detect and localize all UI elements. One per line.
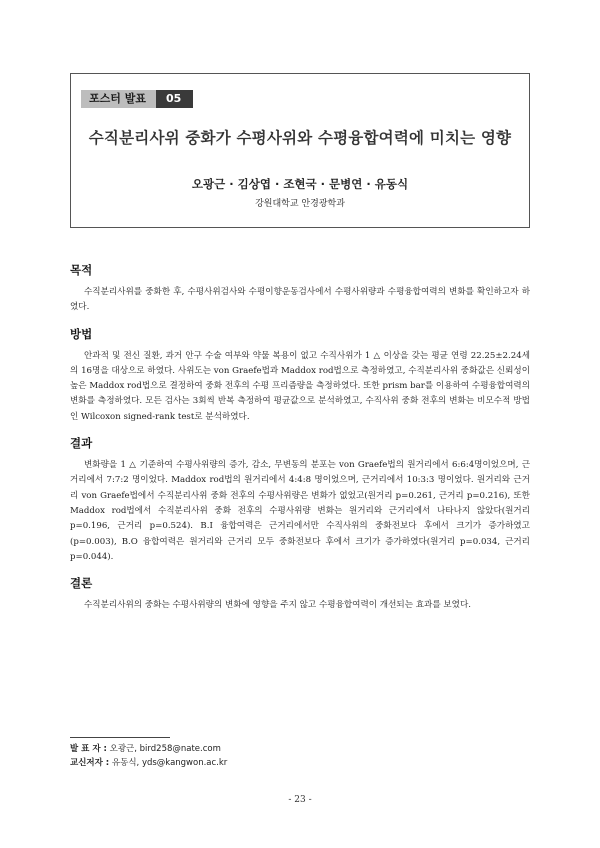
section-purpose <box>70 262 530 316</box>
corresponding-contact: 유동식, yds@kangwon.ac.kr <box>111 758 228 768</box>
section-paragraph: 변화량을 1 △ 기준하여 수평사위량의 증가, 감소, 무변동의 분포는 von Graefe법의 원거리에서 6:6:4명이었으며, 근거리에서 7:7:2 명이었다. Maddox rod법의 원거리에서 4:4:8 명이었으며, 근거리에서 10:3:3 명이었다. 원거리와 근거리 von Graefe법에서 수직분리사위 중화 전후의 수평사위량은 변화가 없었고(원거리 p=0.261, 근거리 p=0.216), 또한 Maddox rod법에서 수직분리사위 중화 전후의 수평사위량 변화는 원거리와 근거리에서 나타나지 않았다(원거리 p=0.196, 근거리 p=0.524). B.I 융합여력은 근거리에서만 수직사위의 중화전보다 후에서 크기가 증가하였고(p=0.003), B.O 융합여력은 원거리와 근거리 모두 중화전보다 후에서 크기가 증가하였다(원거리 p=0.034, 근거리 p=0.044). <box>70 460 530 562</box>
section-results <box>70 435 530 565</box>
poster-tag <box>81 90 193 108</box>
contact-info <box>70 742 227 770</box>
section-paragraph: 안과적 및 전신 질환, 과거 안구 수술 여부와 약물 복용이 없고 수직사위가 1 △ 이상을 갖는 평균 연령 22.25±2.24세의 16명을 대상으로 하였다. 사위도는 von Graefe법과 Maddox rod법으로 측정하였고, 수직분리사위 중화값은 신뢰성이 높은 Maddox rod법으로 결정하여 중화 전후의 수평 프리즘량을 측정하였다. 또한 prism bar를 이용하여 수평융합여력의 변화를 측정하였다. 모든 검사는 3회씩 반복 측정하여 평균값으로 분석하였고, 수직사위 중화 전후의 변화는 비모수적 방법인 Wilcoxon signed-rank test로 분석하였다. <box>70 350 530 422</box>
section-heading: 방법 <box>70 326 93 341</box>
paper-title: 수직분리사위 중화가 수평사위와 수평융합여력에 미치는 영향 <box>88 129 512 147</box>
author-list: 오광근 · 김상엽 · 조현국 · 문병연 · 유동식 <box>191 177 409 191</box>
section-heading: 결과 <box>70 436 93 451</box>
presenter-label: 발 표 자 : <box>70 744 107 754</box>
poster-tag-label: 포스터 발표 <box>81 90 156 108</box>
poster-tag-number: 05 <box>156 90 193 108</box>
section-conclusion <box>70 575 530 613</box>
corresponding-line <box>70 756 227 770</box>
corresponding-label: 교신저자 : <box>70 758 110 768</box>
section-heading: 목적 <box>70 263 93 277</box>
section-methods <box>70 326 530 425</box>
abstract-body <box>70 262 530 623</box>
section-heading: 결론 <box>70 576 93 591</box>
section-paragraph: 수직분리사위를 중화한 후, 수평사위검사와 수평이향운동검사에서 수평사위량과 수평융합여력의 변화를 확인하고자 하였다. <box>70 287 530 313</box>
header-box <box>70 73 530 228</box>
footnote-rule <box>70 737 170 738</box>
affiliation: 강원대학교 안경광학과 <box>255 199 345 209</box>
page-number: - 23 - <box>288 795 312 805</box>
section-paragraph: 수직분리사위의 중화는 수평사위량의 변화에 영향을 주지 않고 수평융합여력이 개선되는 효과를 보였다. <box>84 600 472 611</box>
presenter-line <box>70 742 227 756</box>
presenter-contact: 오광근, bird258@nate.com <box>109 744 221 754</box>
